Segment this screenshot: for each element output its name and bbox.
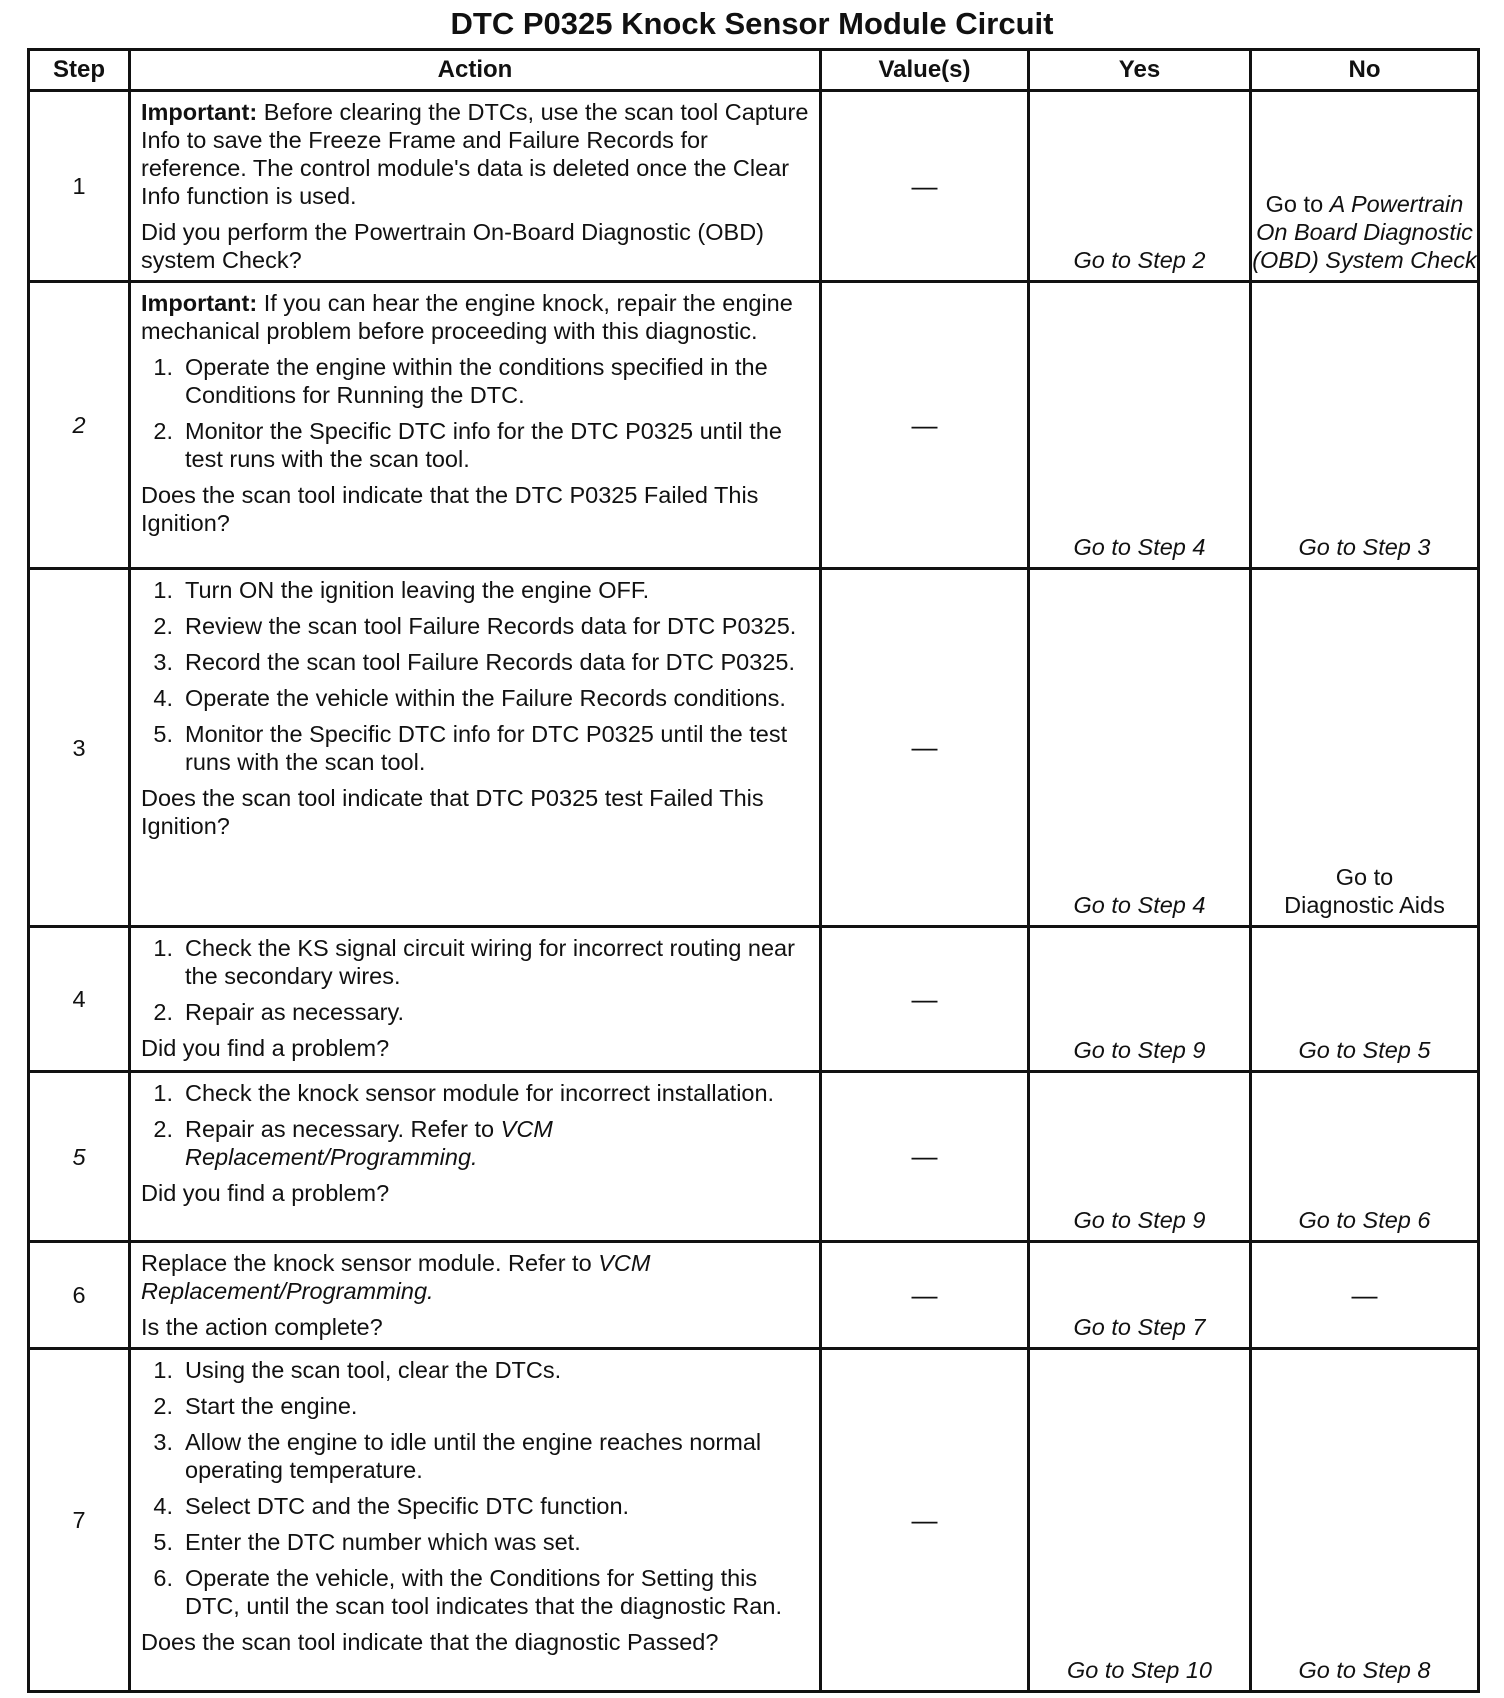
yes-cell [1029, 91, 1251, 282]
table-row-step-6 [29, 1242, 1479, 1349]
step-number: 6 [29, 1242, 130, 1349]
no-goto-link: A Powertrain On Board Diagnostic (OBD) System Check [1252, 191, 1477, 273]
step-number: 3 [29, 569, 130, 927]
action-list [141, 1079, 809, 1171]
header-values: Value(s) [821, 50, 1029, 91]
yes-cell [1029, 282, 1251, 569]
reference-link: VCM Replacement/Programming. [185, 1116, 553, 1170]
list-item: 1. Check the knock sensor module for incorrect installation. [153, 1080, 775, 1106]
list-item: 2. Repair as necessary. [153, 999, 404, 1025]
no-goto-line1: Go to [1335, 864, 1394, 890]
table-row-step-2 [29, 282, 1479, 569]
no-dash: — [1351, 1279, 1378, 1310]
list-item: 1. Turn ON the ignition leaving the engine OFF. [153, 577, 650, 603]
value-dash: — [911, 1504, 938, 1535]
value-dash: — [911, 1141, 938, 1171]
list-item: 6. Operate the vehicle, with the Conditions for Setting this DTC, until the scan tool indicates that the diagnostic Ran. [153, 1565, 782, 1619]
step-question: Is the action complete? [141, 1314, 383, 1340]
action-text: Replace the knock sensor module. Refer to VCM Replacement/Programming. [141, 1250, 651, 1304]
header-action: Action [130, 50, 821, 91]
table-row-step-3 [29, 569, 1479, 927]
action-cell [130, 1349, 821, 1692]
no-goto: Go to Step 6 [1298, 1207, 1431, 1233]
yes-goto: Go to Step 9 [1073, 1037, 1206, 1063]
step-question: Did you perform the Powertrain On-Board Diagnostic (OBD) system Check? [141, 219, 764, 273]
important-text: Before clearing the DTCs, use the scan tool Capture Info to save the Freeze Frame and Failure Records for reference. The control module's data is deleted once the Clear Info function is used. [141, 99, 809, 209]
action-list [141, 1356, 809, 1620]
important-label: Important: [141, 290, 258, 316]
yes-goto: Go to Step 10 [1066, 1657, 1213, 1683]
step-question: Does the scan tool indicate that the DTC P0325 Failed This Ignition? [141, 482, 759, 536]
yes-goto: Go to Step 2 [1073, 247, 1206, 273]
action-cell [130, 927, 821, 1072]
yes-goto: Go to Step 4 [1073, 534, 1206, 560]
important-label: Important: [141, 99, 258, 125]
value-dash: — [911, 409, 938, 440]
step-question: Did you find a problem? [141, 1180, 390, 1206]
reference-link: VCM Replacement/Programming. [141, 1250, 651, 1304]
yes-cell [1029, 1349, 1251, 1692]
diagnostic-table [27, 48, 1480, 1693]
list-item: 1. Operate the engine within the conditions specified in the Conditions for Running the DTC. [153, 354, 768, 408]
value-cell [821, 927, 1029, 1072]
no-goto: Go to Step 8 [1298, 1657, 1431, 1683]
list-item: 3. Allow the engine to idle until the engine reaches normal operating temperature. [153, 1429, 762, 1483]
value-cell [821, 1072, 1029, 1242]
step-number: 4 [29, 927, 130, 1072]
list-item: 1. Check the KS signal circuit wiring for incorrect routing near the secondary wires. [153, 935, 795, 989]
action-cell [130, 569, 821, 927]
action-cell [130, 282, 821, 569]
yes-cell [1029, 1242, 1251, 1349]
action-cell [130, 1242, 821, 1349]
yes-cell [1029, 1072, 1251, 1242]
header-yes: Yes [1029, 50, 1251, 91]
value-cell [821, 282, 1029, 569]
value-dash: — [911, 170, 938, 201]
no-goto: Go to Step 3 [1298, 534, 1431, 560]
step-question: Did you find a problem? [141, 1035, 390, 1061]
list-item: 2. Repair as necessary. Refer to VCM Replacement/Programming. [153, 1116, 553, 1170]
important-note [141, 98, 809, 210]
list-item: 2. Start the engine. [153, 1393, 358, 1419]
step-question: Does the scan tool indicate that DTC P0325 test Failed This Ignition? [141, 785, 764, 839]
value-dash: — [911, 983, 938, 1014]
value-cell [821, 1349, 1029, 1692]
list-item: 3. Record the scan tool Failure Records data for DTC P0325. [153, 649, 795, 675]
yes-goto: Go to Step 7 [1073, 1314, 1206, 1340]
header-no: No [1251, 50, 1479, 91]
action-list [141, 353, 809, 473]
no-cell [1251, 927, 1479, 1072]
value-cell [821, 1242, 1029, 1349]
no-cell [1251, 1072, 1479, 1242]
action-list [141, 576, 809, 776]
step-number: 1 [29, 91, 130, 282]
important-text: If you can hear the engine knock, repair the engine mechanical problem before proceeding with this diagnostic. [141, 290, 793, 344]
no-cell [1251, 282, 1479, 569]
list-item: 5. Monitor the Specific DTC info for DTC P0325 until the test runs with the scan tool. [153, 721, 788, 775]
no-cell [1251, 569, 1479, 927]
yes-goto: Go to Step 9 [1073, 1207, 1206, 1233]
action-cell [130, 91, 821, 282]
table-row-step-5 [29, 1072, 1479, 1242]
important-note [141, 289, 809, 345]
header-step: Step [29, 50, 130, 91]
step-number: 2 [29, 282, 130, 569]
list-item: 1. Using the scan tool, clear the DTCs. [153, 1357, 562, 1383]
action-list [141, 934, 809, 1026]
step-number: 7 [29, 1349, 130, 1692]
no-cell [1251, 91, 1479, 282]
value-dash: — [911, 1279, 938, 1310]
table-row-step-7 [29, 1349, 1479, 1692]
list-item: 4. Select DTC and the Specific DTC function. [153, 1493, 630, 1519]
list-item: 2. Review the scan tool Failure Records data for DTC P0325. [153, 613, 797, 639]
list-item: 5. Enter the DTC number which was set. [153, 1529, 581, 1555]
value-cell [821, 569, 1029, 927]
list-item: 2. Monitor the Specific DTC info for the DTC P0325 until the test runs with the scan tool. [153, 418, 782, 472]
value-cell [821, 91, 1029, 282]
table-row-step-4 [29, 927, 1479, 1072]
list-item: 4. Operate the vehicle within the Failure Records conditions. [153, 685, 786, 711]
document-title: DTC P0325 Knock Sensor Module Circuit [450, 6, 1054, 41]
yes-cell [1029, 927, 1251, 1072]
value-dash: — [911, 732, 938, 762]
yes-goto: Go to Step 4 [1073, 892, 1206, 918]
no-goto-prefix: Go to [1265, 191, 1330, 217]
no-goto: Go to Step 5 [1298, 1037, 1431, 1063]
action-cell [130, 1072, 821, 1242]
no-cell [1251, 1349, 1479, 1692]
step-question: Does the scan tool indicate that the diagnostic Passed? [141, 1629, 719, 1655]
table-row-step-1 [29, 91, 1479, 282]
step-number: 5 [29, 1072, 130, 1242]
no-goto-line2: Diagnostic Aids [1284, 892, 1445, 918]
yes-cell [1029, 569, 1251, 927]
table-header-row [29, 50, 1479, 91]
no-cell [1251, 1242, 1479, 1349]
